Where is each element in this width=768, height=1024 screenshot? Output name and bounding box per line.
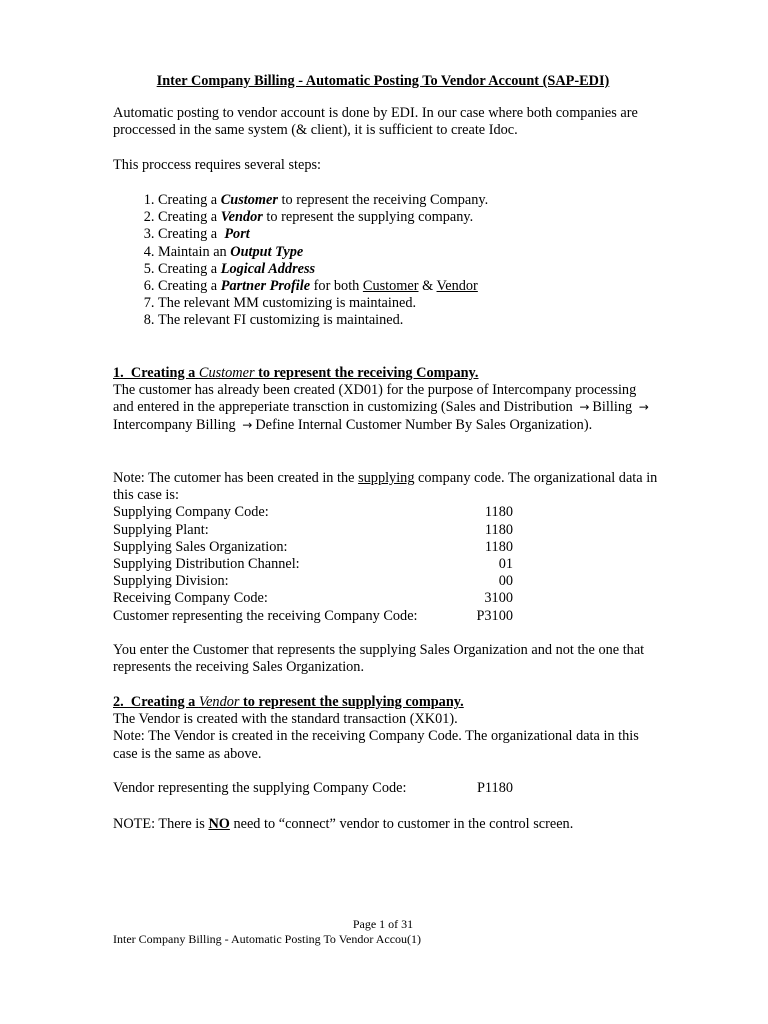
list-item: 8. The relevant FI customizing is maintained. [158,312,658,329]
page-footer [113,917,673,947]
steps-list [113,192,658,330]
steps-intro-text: This proccess requires several steps: [113,157,322,173]
section-2-line-1: The Vendor is created with the standard transaction (XK01). [113,711,458,728]
org-data-row: Supplying Division: 00 [113,573,513,590]
section-1-note [113,470,658,625]
list-item: 7. The relevant MM customizing is maintained. [158,295,658,312]
section-1-closing [113,642,658,676]
no-emphasis: NO [208,816,230,832]
list-item: 6. Creating a Partner Profile for both Customer & Vendor [158,278,658,295]
intro-text: Automatic posting to vendor account is done by EDI. In our case where both companies are proccessed in the same system (& client), it is sufficient to create Idoc. [113,105,638,139]
vendor-code-row [113,780,658,797]
org-data-row: Receiving Company Code: 3100 [113,590,513,607]
arrow-right-icon: → [579,400,590,415]
arrow-right-icon: → [638,400,649,415]
steps-intro [113,157,658,174]
page-number: Page 1 of 31 [352,917,414,931]
list-item: 5. Creating a Logical Address [158,261,658,278]
list-item: 2. Creating a Vendor to represent the supplying company. [158,209,658,226]
section-1-heading: 1. Creating a Customer to represent the receiving Company. [113,365,479,381]
document-title: Inter Company Billing - Automatic Posting To Vendor Account (SAP-EDI) [156,73,610,89]
section-1 [113,365,658,434]
list-item: 3. Creating a Port [158,226,658,243]
footer-document-name: Inter Company Billing - Automatic Posting To Vendor Accou(1) [113,932,422,946]
org-data-note: Note: The cutomer has been created in the supplying company code. The organizational data in this case is: [113,470,658,504]
org-data-row: Customer representing the receiving Company Code: P3100 [113,607,513,624]
intro-paragraph [113,105,658,139]
org-data-row: Supplying Plant: 1180 [113,521,513,538]
steps-list-container [113,192,658,330]
list-item: 1. Creating a Customer to represent the receiving Company. [158,192,658,209]
section-1-description: The customer has already been created (XD01) for the purpose of Intercompany processing and entered in the appreperiate transction in customizing (Sales and Distribution → Billing →Intercompany Billing → Define Internal Customer Number By Sales Organization). [113,382,649,433]
org-data-row: Supplying Company Code: 1180 [113,504,513,521]
section-2-line-2: Note: The Vendor is created in the receiving Company Code. The organizational data in this case is the same as above. [113,728,639,762]
vendor-code-label: Vendor representing the supplying Company Code: [113,780,407,796]
list-item: 4. Maintain an Output Type [158,244,658,261]
section-2-note: NOTE: There is NO need to “connect” vendor to customer in the control screen. [113,816,574,832]
org-data-row: Supplying Distribution Channel: 01 [113,556,513,573]
section-2 [113,694,658,763]
vendor-code-value: P1180 [476,780,513,796]
org-data-row: Supplying Sales Organization: 1180 [113,538,513,555]
arrow-right-icon: → [242,417,253,432]
section-2-heading: 2. Creating a Vendor to represent the supplying company. [113,694,464,710]
section-1-closing-text: You enter the Customer that represents the supplying Sales Organization and not the one that represents the receiving Sales Organization. [113,642,645,676]
